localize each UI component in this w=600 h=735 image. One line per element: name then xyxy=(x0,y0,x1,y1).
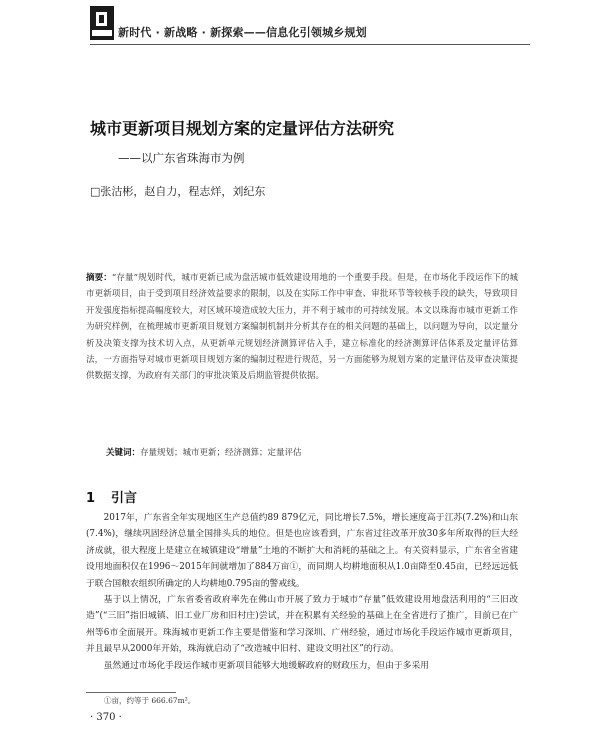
body-text xyxy=(86,510,518,674)
footnote-divider xyxy=(86,692,176,693)
header-divider xyxy=(90,44,530,45)
page-number: · 370 · xyxy=(90,712,122,723)
section-title: 引言 xyxy=(111,491,138,506)
footnote: ①亩，约等于 666.67m²。 xyxy=(104,696,196,705)
body-paragraph: 基于以上情况，广东省委省政府率先在佛山市开展了致力于城市“存量”低效建设用地盘活利用的“三旧改造”(“三旧”指旧城镇、旧工业厂房和旧村庄)尝试，并在积累有关经验的基础上在全省进行了推广，目前已在广州等6市全面展开。珠海城市更新工作主要是借鉴和学习深圳、广州经验，通过市场化手段运作城市更新项目，并且最早从2000年开始，珠海就启动了“改造城中旧村、建设文明社区”的行动。 xyxy=(86,595,518,655)
keywords-label: 关键词： xyxy=(106,448,141,458)
journal-logo xyxy=(90,6,114,40)
abstract-text: “存量”规划时代，城市更新已成为盘活城市低效建设用地的一个重要手段。但是，在市场化手段运作下的城市更新项目，由于受到项目经济效益要求的限制，以及在实际工作中审查、审批环节等较核手段的缺失，导致项目开发强度指标提高幅度较大，对区域环境造成较大压力，并不利于城市的可持续发展。本文以珠海市城市更新工作为研究样例，在梳理城市更新项目规划方案编制机制并分析其存在的相关问题的基础上，以问题为导向，以定量分析及决策支撑为技术切入点，从更新单元规划经济测算评估入手，建立标准化的经济测算评估体系及定量评估算法，一方面指导对城市更新项目规划方案的编制过程进行规范，另一方面能够为规划方案的定量评估及审查决策提供数据支撑，为政府有关部门的审批决策及后期监管提供依据。 xyxy=(86,273,518,382)
section-number: 1 xyxy=(86,491,96,506)
body-paragraph: 虽然通过市场化手段运作城市更新项目能够大地缓解政府的财政压力，但由于多采用 xyxy=(103,660,430,671)
keywords-text: 存量规划；城市更新；经济测算；定量评估 xyxy=(140,448,302,458)
article-subtitle: ——以广东省珠海市为例 xyxy=(118,151,245,165)
abstract xyxy=(86,270,518,385)
keywords xyxy=(106,446,302,458)
section-heading xyxy=(86,487,137,506)
running-header: 新时代 · 新战略 · 新探索——信息化引领城乡规划 xyxy=(118,26,367,39)
article-title: 城市更新项目规划方案的定量评估方法研究 xyxy=(90,119,395,138)
body-paragraph: 2017年，广东省全年实现地区生产总值约89 879亿元，同比增长7.5%，增长速度高于江苏(7.2%)和山东(7.4%)，继续巩固经济总量全国排头兵的地位。但是也应该看到，广东省过往改革开放30多年所取得的巨大经济成就，很大程度上是建立在城镇建设“增量”土地的不断扩大和消耗的基础之上。有关资料显示，广东省全省建设用地面积仅在1996～2015年间就增加了884万亩①，而同期人均耕地面积从1.0亩降至0.45亩，已经远远低于联合国粮农组织所确定的人均耕地0.795亩的警戒线。 xyxy=(86,513,518,589)
abstract-label: 摘要： xyxy=(86,273,112,283)
article-authors: □张沽彬，赵自力，程志烊，刘纪东 xyxy=(90,185,266,198)
